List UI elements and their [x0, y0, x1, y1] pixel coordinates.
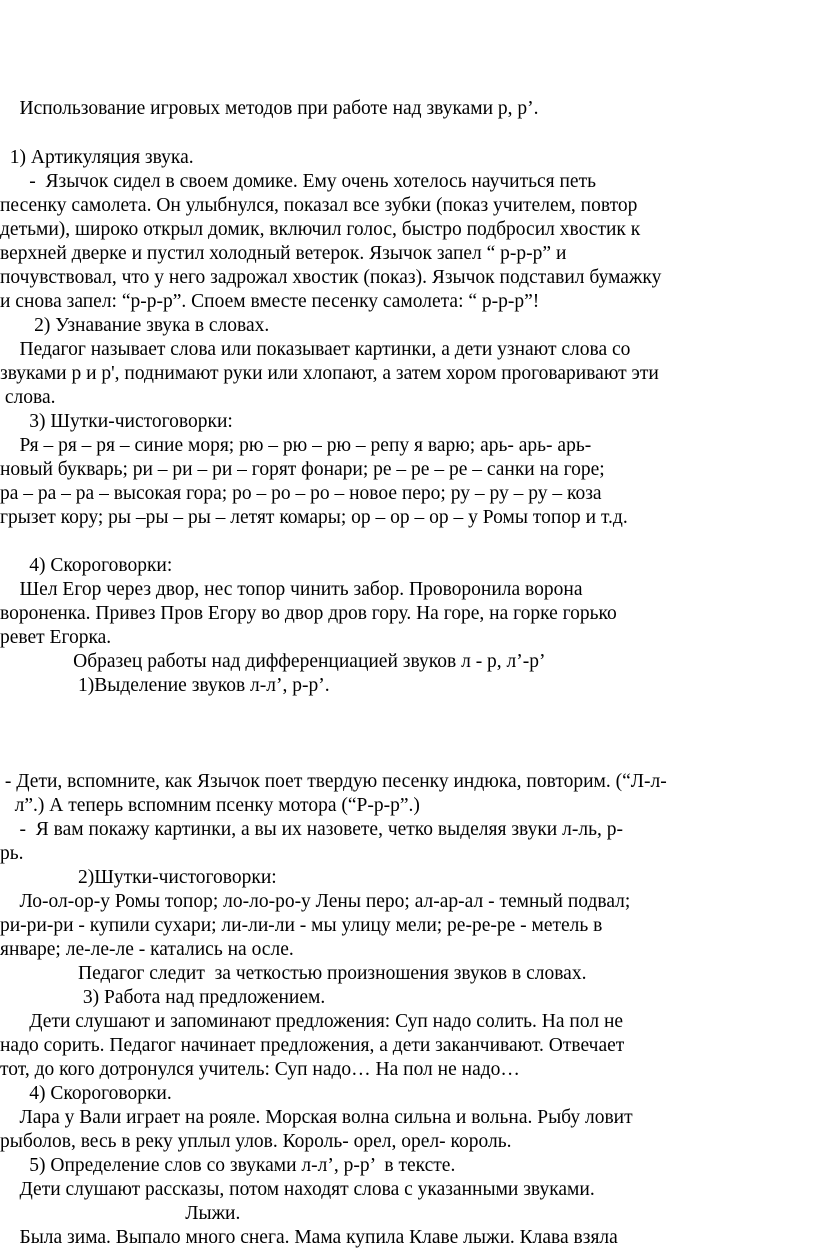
text-line: Лара у Вали играет на рояле. Морская волна сильна и вольна. Рыбу ловит: [0, 1107, 633, 1128]
section-title: Образец работы над дифференциацией звуков л - р, л’-р’: [0, 651, 546, 672]
text-line: надо сорить. Педагог начинает предложения, а дети заканчивают. Отвечает: [0, 1035, 625, 1056]
text-line: январе; ле-ле-ле - катались на осле.: [0, 939, 294, 960]
text-line: - Язычок сидел в своем домике. Ему очень хотелось научиться петь: [0, 171, 596, 192]
text-line: ра – ра – ра – высокая гора; ро – ро – ро – новое перо; ру – ру – ру – коза: [0, 483, 602, 504]
section-heading: 1)Выделение звуков л-л’, р-р’.: [0, 675, 330, 696]
text-line: рь.: [0, 843, 24, 864]
section-heading: 4) Скороговорки.: [0, 1083, 172, 1104]
text-line: ревет Егорка.: [0, 627, 112, 648]
text-line: грызет кору; ры –ры – ры – летят комары; ор – ор – ор – у Ромы топор и т.д.: [0, 507, 628, 528]
text-line: верхней дверке и пустил холодный ветерок. Язычок запел “ р-р-р” и: [0, 243, 567, 264]
text-line: Ря – ря – ря – синие моря; рю – рю – рю – репу я варю; арь- арь- арь-: [0, 435, 592, 456]
text-line: Педагог следит за четкостью произношения звуков в словах.: [0, 963, 587, 984]
section-heading: 4) Скороговорки:: [0, 555, 173, 576]
text-line: слова.: [0, 387, 56, 408]
text-line: звуками р и р', поднимают руки или хлопают, а затем хором проговаривают эти: [0, 363, 659, 384]
text-line: Дети слушают и запоминают предложения: Суп надо солить. На пол не: [0, 1011, 624, 1032]
text-line: вороненка. Привез Пров Егору во двор дров гору. На горе, на горке горько: [0, 603, 617, 624]
text-line: тот, до кого дотронулся учитель: Суп надо… На пол не надо…: [0, 1059, 520, 1080]
section-heading: 3) Работа над предложением.: [0, 987, 326, 1008]
section-heading: 3) Шутки-чистоговорки:: [0, 411, 233, 432]
document-title: Использование игровых методов при работе над звуками р, р’.: [0, 98, 539, 119]
text-line: Дети слушают рассказы, потом находят слова с указанными звуками.: [0, 1179, 595, 1200]
text-line: новый букварь; ри – ри – ри – горят фонари; ре – ре – ре – санки на горе;: [0, 459, 605, 480]
text-line: - Дети, вспомните, как Язычок поет твердую песенку индюка, повторим. (“Л-л-: [0, 771, 667, 792]
text-line: рыболов, весь в реку уплыл улов. Король- орел, орел- король.: [0, 1131, 512, 1152]
text-line: детьми), широко открыл домик, включил голос, быстро подбросил хвостик к: [0, 219, 641, 240]
text-line: л”.) А теперь вспомним псенку мотора (“Р-р-р”.): [0, 795, 420, 816]
text-line: - Я вам покажу картинки, а вы их назовете, четко выделяя звуки л-ль, р-: [0, 819, 623, 840]
text-line: ри-ри-ри - купили сухари; ли-ли-ли - мы улицу мели; ре-ре-ре - метель в: [0, 915, 603, 936]
text-line: Педагог называет слова или показывает картинки, а дети узнают слова со: [0, 339, 631, 360]
text-line: песенку самолета. Он улыбнулся, показал все зубки (показ учителем, повтор: [0, 195, 638, 216]
text-line: Ло-ол-ор-у Ромы топор; ло-ло-ро-у Лены перо; ал-ар-ал - темный подвал;: [0, 891, 631, 912]
text-line: Была зима. Выпало много снега. Мама купила Клаве лыжи. Клава взяла: [0, 1227, 618, 1248]
text-line: и снова запел: “р-р-р”. Споем вместе песенку самолета: “ р-р-р”!: [0, 291, 540, 312]
story-title: Лыжи.: [0, 1203, 241, 1224]
text-line: почувствовал, что у него задрожал хвостик (показ). Язычок подставил бумажку: [0, 267, 662, 288]
section-heading: 2) Узнавание звука в словах.: [0, 315, 270, 336]
section-heading: 5) Определение слов со звуками л-л’, р-р’ в тексте.: [0, 1155, 456, 1176]
section-heading: 1) Артикуляция звука.: [0, 147, 194, 168]
text-line: Шел Егор через двор, нес топор чинить забор. Проворонила ворона: [0, 579, 583, 600]
section-heading: 2)Шутки-чистоговорки:: [0, 867, 277, 888]
